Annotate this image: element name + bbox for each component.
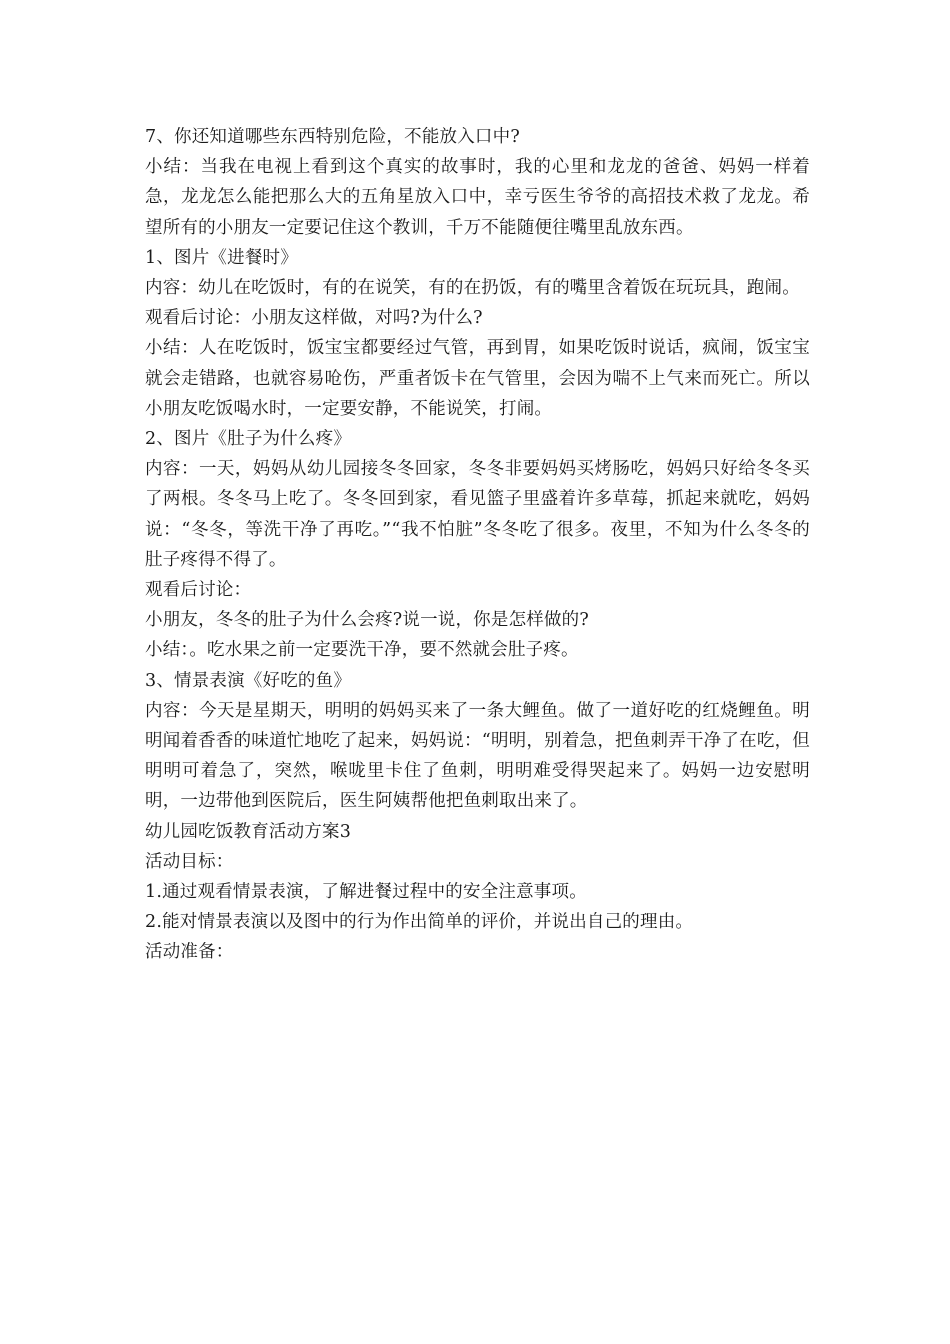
paragraph-summary-star: 小结：当我在电视上看到这个真实的故事时，我的心里和龙龙的爸爸、妈妈一样着急，龙龙怎么能把那么大的五角星放入口中，幸亏医生爷爷的高招技术救了龙龙。希望所有的小朋友一定要记住这个教训，千万不能随便往嘴里乱放东西。	[145, 157, 810, 238]
heading-picture-stomach: 2、图片《肚子为什么疼》	[145, 429, 352, 450]
paragraph-content-stomach: 内容：一天，妈妈从幼儿园接冬冬回家，冬冬非要妈妈买烤肠吃，妈妈只好给冬冬买了两根。冬冬马上吃了。冬冬回到家，看见篮子里盛着许多草莓，抓起来就吃，妈妈说：“冬冬，等洗干净了再吃。”“我不怕脏”冬冬吃了很多。夜里，不知为什么冬冬的肚子疼得不得了。	[145, 459, 810, 570]
heading-plan-3: 幼儿园吃饭教育活动方案3	[145, 821, 352, 842]
paragraph-question-7: 7、你还知道哪些东西特别危险，不能放入口中?	[145, 127, 520, 147]
heading-picture-dining: 1、图片《进餐时》	[145, 247, 298, 268]
list-item-goal-2: 2.能对情景表演以及图中的行为作出简单的评价，并说出自己的理由。	[145, 912, 694, 933]
paragraph-discussion-dining: 观看后讨论：小朋友这样做，对吗?为什么?	[145, 308, 483, 329]
list-item-goal-1: 1.通过观看情景表演，了解进餐过程中的安全注意事项。	[145, 882, 587, 903]
paragraph-discussion-stomach: 小朋友，冬冬的肚子为什么会疼?说一说，你是怎样做的?	[145, 610, 589, 631]
document-body	[145, 122, 810, 968]
paragraph-summary-dining: 小结：人在吃饭时，饭宝宝都要经过气管，再到胃，如果吃饭时说话，疯闹，饭宝宝就会走错路，也就容易呛伤，严重者饭卡在气管里，会因为喘不上气来而死亡。所以小朋友吃饭喝水时，一定要安静，不能说笑，打闹。	[145, 338, 810, 419]
paragraph-discussion-label: 观看后讨论：	[145, 580, 252, 601]
paragraph-content-dining: 内容：幼儿在吃饭时，有的在说笑，有的在扔饭，有的嘴里含着饭在玩玩具，跑闹。	[145, 278, 800, 299]
paragraph-content-fish: 内容：今天是星期天，明明的妈妈买来了一条大鲤鱼。做了一道好吃的红烧鲤鱼。明明闻着香香的味道忙地吃了起来，妈妈说：“明明，别着急，把鱼刺弄干净了在吃，但明明可着急了，突然，喉咙里卡住了鱼刺，明明难受得哭起来了。妈妈一边安慰明明，一边带他到医院后，医生阿姨帮他把鱼刺取出来了。	[145, 700, 810, 812]
paragraph-summary-stomach: 小结：。吃水果之前一定要洗干净，要不然就会肚子疼。	[145, 640, 579, 661]
heading-scene-fish: 3、情景表演《好吃的鱼》	[145, 670, 352, 691]
heading-activity-preparation: 活动准备：	[145, 942, 234, 963]
heading-activity-goals: 活动目标：	[145, 851, 234, 872]
